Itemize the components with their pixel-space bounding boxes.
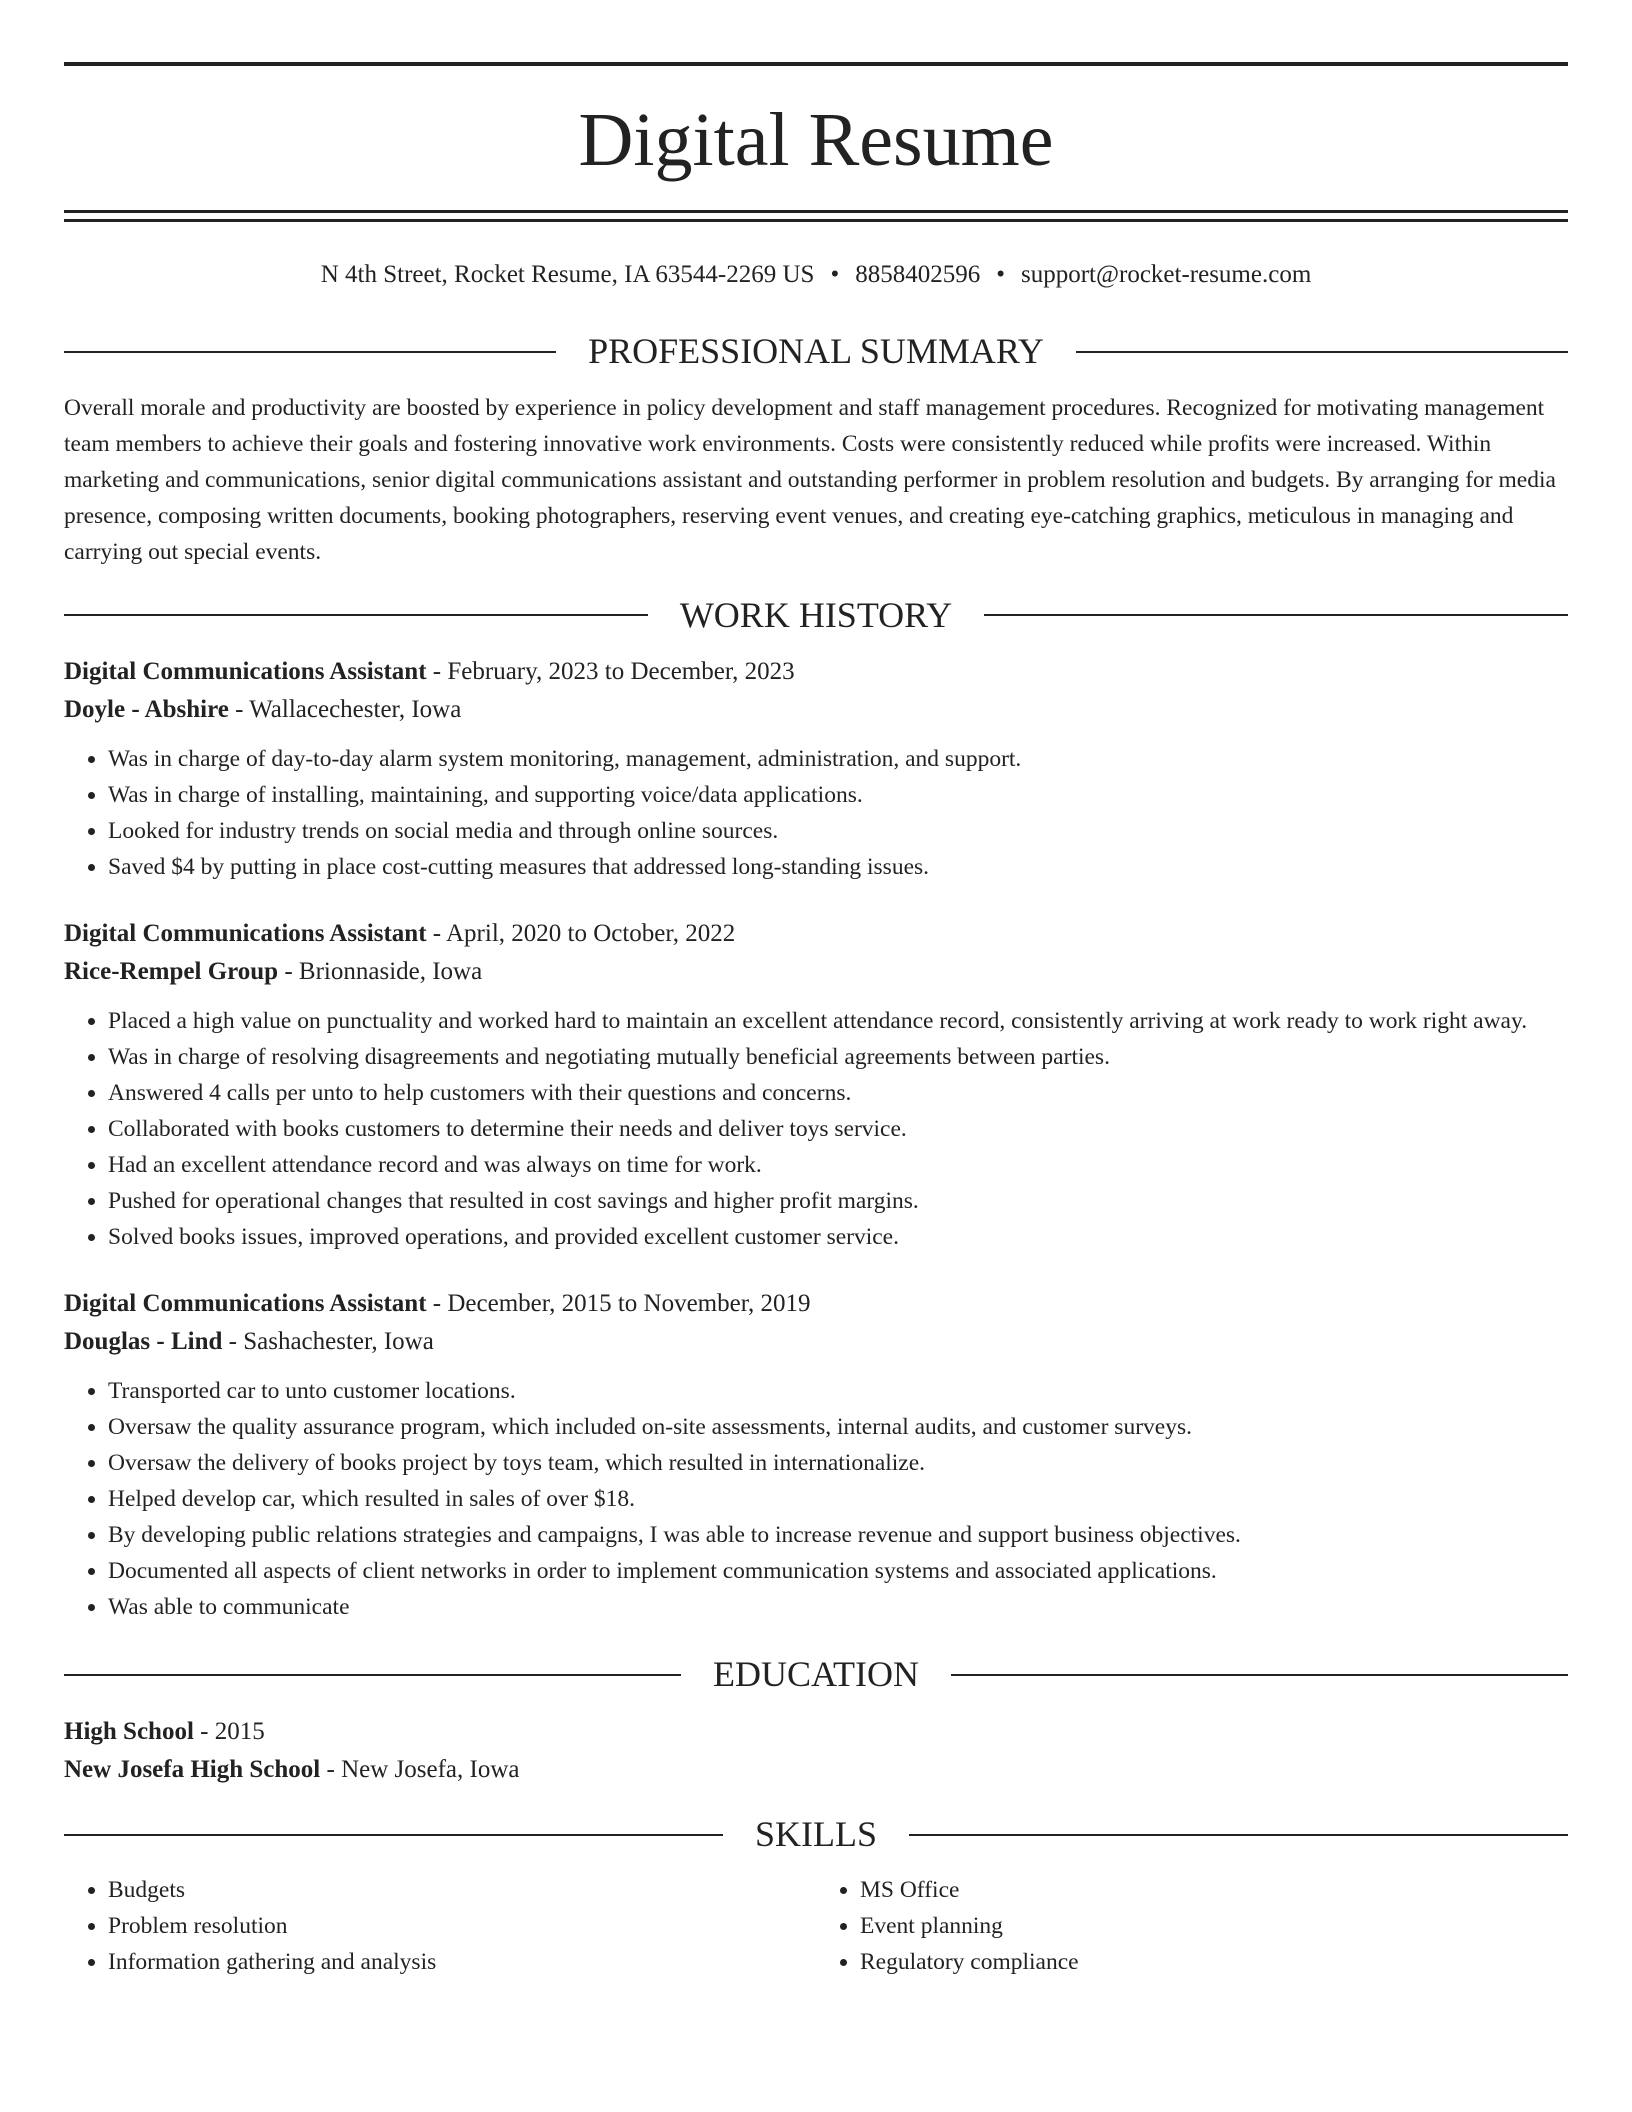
job-entry bbox=[64, 653, 1568, 885]
list-item: • Had an excellent attendance record and was always on time for work. bbox=[108, 1147, 1568, 1183]
education-location: - New Josefa, Iowa bbox=[320, 1755, 520, 1783]
list-item: • Oversaw the delivery of books project by toys team, which resulted in internationalize. bbox=[108, 1445, 1568, 1481]
job-title: Digital Communications Assistant bbox=[64, 920, 427, 948]
list-item: • Was in charge of day-to-day alarm system monitoring, management, administration, and support. bbox=[108, 741, 1568, 777]
contact-separator: • bbox=[996, 261, 1005, 288]
education-entry bbox=[64, 1713, 1568, 1789]
job-dates: - December, 2015 to November, 2019 bbox=[426, 1290, 811, 1318]
heading-rule bbox=[64, 351, 556, 353]
list-item: • Looked for industry trends on social media and through online sources. bbox=[108, 813, 1568, 849]
education-degree: High School bbox=[64, 1717, 194, 1745]
list-item: • Documented all aspects of client networks in order to implement communication systems and associated applications. bbox=[108, 1553, 1568, 1589]
education-school: New Josefa High School bbox=[64, 1755, 321, 1783]
heading-rule bbox=[64, 1834, 723, 1836]
education-degree-line bbox=[64, 1713, 1568, 1751]
heading-rule bbox=[1076, 351, 1568, 353]
list-item: • Answered 4 calls per unto to help customers with their questions and concerns. bbox=[108, 1075, 1568, 1111]
list-item: • Information gathering and analysis bbox=[108, 1944, 816, 1980]
skills-column-right bbox=[816, 1872, 1568, 1980]
contact-email: support@rocket-resume.com bbox=[1020, 261, 1312, 288]
job-company: Rice-Rempel Group bbox=[64, 958, 279, 986]
list-item: • Budgets bbox=[108, 1872, 816, 1908]
job-entry bbox=[64, 915, 1568, 1255]
list-item: • Was able to communicate bbox=[108, 1589, 1568, 1625]
section-heading-work bbox=[64, 596, 1568, 636]
job-title-line bbox=[64, 653, 1568, 691]
list-item: • Was in charge of resolving disagreements and negotiating mutually beneficial agreements between parties. bbox=[108, 1039, 1568, 1075]
list-item: • Collaborated with books customers to determine their needs and deliver toys service. bbox=[108, 1111, 1568, 1147]
heading-rule bbox=[64, 614, 648, 616]
contact-phone: 8858402596 bbox=[855, 261, 981, 288]
heading-rule bbox=[984, 614, 1568, 616]
section-heading-education bbox=[64, 1655, 1568, 1695]
job-company: Doyle - Abshire bbox=[64, 696, 229, 724]
list-item: • Oversaw the quality assurance program, which included on-site assessments, internal audits, and customer surveys. bbox=[108, 1409, 1568, 1445]
heading-rule bbox=[909, 1834, 1568, 1836]
job-location: - Sashachester, Iowa bbox=[222, 1328, 434, 1356]
list-item: • Placed a high value on punctuality and worked hard to maintain an excellent attendance record, consistently arriving at work ready to work right away. bbox=[108, 1003, 1568, 1039]
contact-separator: • bbox=[830, 261, 840, 288]
list-item: • Event planning bbox=[860, 1908, 1568, 1944]
section-title: EDUCATION bbox=[713, 1654, 919, 1695]
section-title: SKILLS bbox=[755, 1813, 878, 1854]
list-item: • Helped develop car, which resulted in sales of over $18. bbox=[108, 1481, 1568, 1517]
education-school-line bbox=[64, 1751, 1568, 1789]
list-item: • Pushed for operational changes that resulted in cost savings and higher profit margins. bbox=[108, 1183, 1568, 1219]
job-entry bbox=[64, 1285, 1568, 1625]
list-item: • By developing public relations strategies and campaigns, I was able to increase revenue and support business objectives. bbox=[108, 1517, 1568, 1553]
top-rule bbox=[64, 62, 1568, 66]
contact-address: N 4th Street, Rocket Resume, IA 63544-2269 US bbox=[320, 261, 815, 288]
job-company-line bbox=[64, 1323, 1568, 1361]
job-dates: - April, 2020 to October, 2022 bbox=[426, 920, 736, 948]
list-item: • Solved books issues, improved operations, and provided excellent customer service. bbox=[108, 1219, 1568, 1255]
summary-text: Overall morale and productivity are boosted by experience in policy development and staff management procedures. Recognized for motivating management team members to achieve their goals and fostering innovative work environments. Costs were consistently reduced while profits were increased. Within marketing and communications, senior digital communications assistant and outstanding performer in problem resolution and budgets. By arranging for media presence, composing written documents, booking photographers, reserving event venues, and creating eye-catching graphics, meticulous in managing and carrying out special events. bbox=[64, 394, 1556, 565]
job-title: Digital Communications Assistant bbox=[64, 658, 427, 686]
job-company: Douglas - Lind bbox=[64, 1328, 223, 1356]
job-title-line bbox=[64, 915, 1568, 953]
heading-rule bbox=[951, 1674, 1568, 1676]
list-item: • Saved $4 by putting in place cost-cutting measures that addressed long-standing issues. bbox=[108, 849, 1568, 885]
skills-list bbox=[64, 1872, 1568, 1980]
job-location: - Wallacechester, Iowa bbox=[228, 696, 462, 724]
job-dates: - February, 2023 to December, 2023 bbox=[426, 658, 795, 686]
heading-rule bbox=[64, 1674, 681, 1676]
section-heading-summary bbox=[64, 332, 1568, 372]
list-item: • Problem resolution bbox=[108, 1908, 816, 1944]
job-title: Digital Communications Assistant bbox=[64, 1290, 427, 1318]
job-bullets bbox=[64, 1373, 1568, 1625]
job-bullets bbox=[64, 1003, 1568, 1255]
job-location: - Brionnaside, Iowa bbox=[278, 958, 483, 986]
skills-column-left bbox=[64, 1872, 816, 1980]
title-double-rule bbox=[64, 210, 1568, 222]
list-item: • Was in charge of installing, maintaining, and supporting voice/data applications. bbox=[108, 777, 1568, 813]
page-title: Digital Resume bbox=[578, 98, 1054, 182]
section-heading-skills bbox=[64, 1815, 1568, 1855]
job-bullets bbox=[64, 741, 1568, 885]
list-item: • Transported car to unto customer locations. bbox=[108, 1373, 1568, 1409]
education-year: - 2015 bbox=[193, 1717, 265, 1745]
job-company-line bbox=[64, 691, 1568, 729]
job-title-line bbox=[64, 1285, 1568, 1323]
section-title: PROFESSIONAL SUMMARY bbox=[588, 331, 1044, 371]
list-item: • MS Office bbox=[860, 1872, 1568, 1908]
job-company-line bbox=[64, 953, 1568, 991]
section-title: WORK HISTORY bbox=[679, 594, 953, 635]
list-item: • Regulatory compliance bbox=[860, 1944, 1568, 1980]
contact-line bbox=[64, 260, 1568, 290]
